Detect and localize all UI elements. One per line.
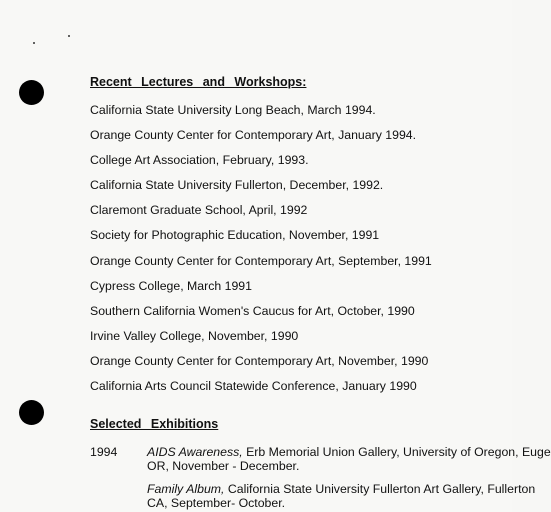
exhibitions-heading: Selected Exhibitions xyxy=(90,417,219,431)
exhibition-description xyxy=(147,482,535,510)
lecture-item: Orange County Center for Contemporary Art, September, 1991 xyxy=(90,253,432,268)
lecture-item: College Art Association, February, 1993. xyxy=(90,153,309,168)
exhibition-venue: Erb Memorial Union Gallery, University of Oregon, Euge xyxy=(242,445,551,459)
exhibition-year: 1994 xyxy=(90,445,118,459)
lecture-item: California State University Fullerton, December, 1992. xyxy=(90,178,384,193)
lecture-item: Orange County Center for Contemporary Art, January 1994. xyxy=(90,128,417,143)
lecture-item: Claremont Graduate School, April, 1992 xyxy=(90,203,308,218)
lecture-item: Society for Photographic Education, November, 1991 xyxy=(90,228,380,243)
lectures-heading: Recent Lectures and Workshops: xyxy=(90,75,307,89)
lecture-item: Cypress College, March 1991 xyxy=(90,278,252,293)
exhibition-title: Family Album, xyxy=(147,482,225,496)
exhibition-venue-continued: CA, September- October. xyxy=(147,496,286,510)
lecture-item: Southern California Women's Caucus for Art, October, 1990 xyxy=(90,303,415,318)
binder-hole-top xyxy=(19,80,44,105)
lecture-item: California Arts Council Statewide Conference, January 1990 xyxy=(90,379,417,394)
paper-speck xyxy=(68,35,70,37)
exhibition-venue: California State University Fullerton Art Gallery, Fullerton xyxy=(224,482,536,496)
lecture-item: Orange County Center for Contemporary Art, November, 1990 xyxy=(90,353,429,368)
paper-speck xyxy=(33,42,35,44)
exhibition-venue-continued: OR, November - December. xyxy=(147,459,300,473)
lecture-item: Irvine Valley College, November, 1990 xyxy=(90,328,299,343)
exhibition-description xyxy=(147,445,551,473)
binder-hole-bottom xyxy=(19,400,44,425)
exhibition-title: AIDS Awareness, xyxy=(147,445,243,459)
lectures-list xyxy=(90,103,432,404)
lecture-item: California State University Long Beach, March 1994. xyxy=(90,103,376,117)
